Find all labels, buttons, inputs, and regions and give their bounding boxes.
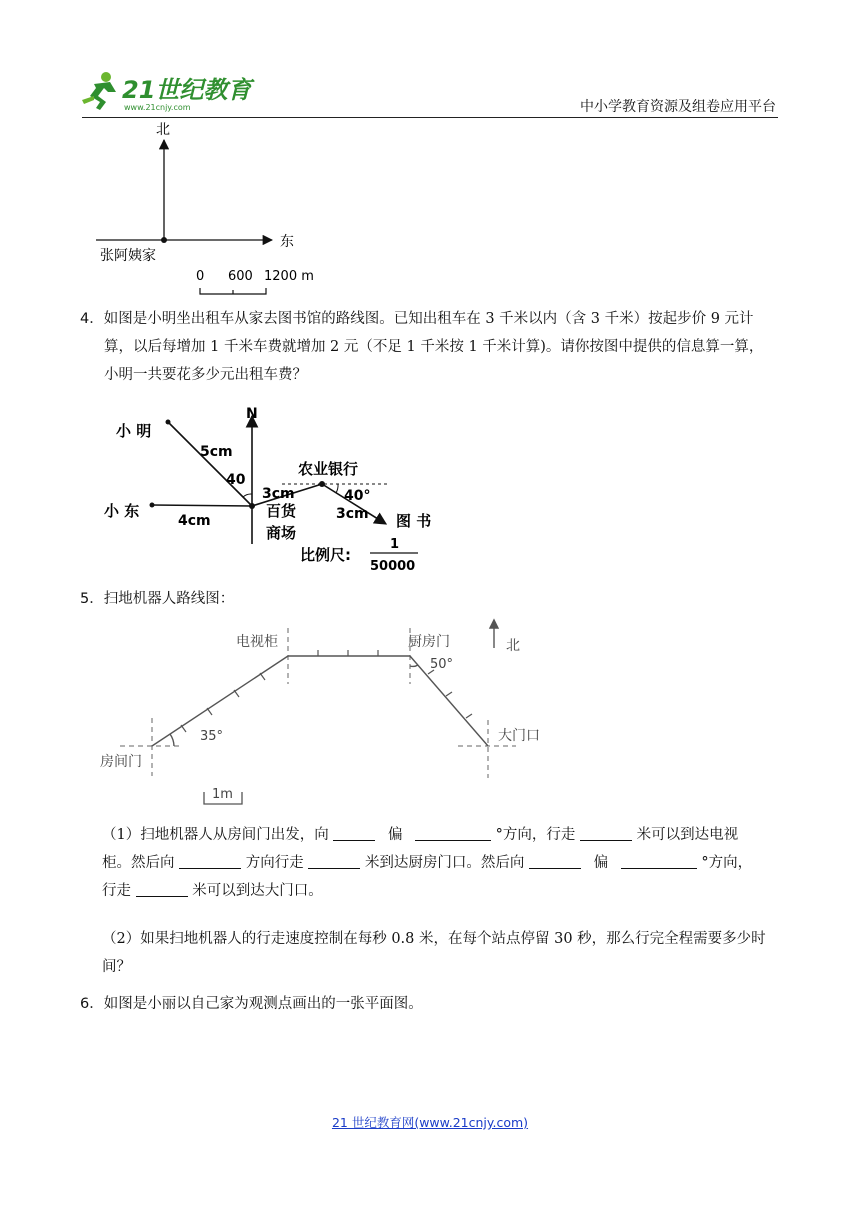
question-4 [80,305,790,389]
bank-label: 农业银行 [298,460,359,478]
north-label-q5: 北 [506,638,520,654]
answer-blank[interactable] [529,854,581,869]
tv-label: 电视柜 [236,634,278,650]
north-label: 北 [156,122,170,138]
kitchen-label: 厨房门 [408,634,450,650]
fig3-compass [96,118,326,298]
q6-text: 如图是小丽以自己家为观测点画出的一张平面图。 [103,996,423,1012]
fig5-robot-route [96,618,566,814]
angle-40: 40 [226,472,246,488]
xiaoming-label: 小 明 [116,422,152,440]
scale-denominator: 50000 [370,559,416,574]
dist-5cm: 5cm [200,444,233,460]
answer-blank[interactable] [136,882,188,897]
angle-50: 50° [430,657,454,672]
runner-icon [82,72,116,110]
platform-name: 中小学教育资源及组卷应用平台 [580,99,776,115]
answer-blank[interactable] [179,854,241,869]
home-label: 张阿姨家 [100,248,156,264]
question-number: 5． [80,591,104,607]
logo-url: www.21cnjy.com [124,103,191,112]
question-6 [80,990,790,1018]
scale-numerator: 1 [390,537,400,552]
question-number: 4． [80,311,104,327]
q5-part-2 [102,925,792,981]
gate-label: 大门口 [498,728,540,744]
question-5-title [80,585,790,613]
mall-label-1: 百货 [266,502,297,520]
mall-label-2: 商场 [266,524,297,542]
q4-line-2: 算，以后每增加 1 千米车费就增加 2 元（不足 1 千米按 1 千米计算)。请你按图中提供的信息算一算， [104,339,764,355]
angle-35: 35° [200,729,224,744]
scale-600: 600 [228,269,253,284]
answer-blank[interactable] [415,826,491,841]
east-label: 东 [280,234,294,250]
answer-blank[interactable] [333,826,375,841]
question-number: 6． [80,996,104,1012]
answer-blank[interactable] [308,854,360,869]
q5-title: 扫地机器人路线图： [103,591,235,607]
q5-part-1: （1）扫地机器人从房间门出发，向 偏 °方向，行走 米可以到达电视 柜。然后向 方向行走 米到达厨房门口。然后向 偏 °方向， 行走 米可以到达大门口。 [102,827,753,899]
xiaodong-label: 小 东 [104,502,140,520]
scale-1m: 1m [212,787,233,802]
scale-label: 比例尺: [300,546,351,564]
logo-text: 21世纪教育 [122,76,252,104]
scale-0: 0 [196,269,205,284]
dist-3cm-b: 3cm [336,506,369,522]
scale-1200: 1200 m [264,269,314,284]
q5-part-2-line-1: （2）如果扫地机器人的行走速度控制在每秒 0.8 米，在每个站点停留 30 秒，那么行完全程需要多少时 [102,931,766,947]
room-label: 房间门 [100,754,142,770]
answer-blank[interactable] [580,826,632,841]
brand-logo [80,68,260,116]
footer-link[interactable]: 21 世纪教育网(www.21cnjy.com) [331,1115,529,1130]
angle-40-deg: 40° [344,488,371,504]
q4-line-3: 小明一共要花多少元出租车费？ [104,367,307,383]
fig4-taxi-route [100,404,460,576]
dist-4cm: 4cm [178,513,211,529]
north-n-label: N [246,406,258,422]
library-label: 图 书 [396,512,432,530]
answer-blank[interactable] [621,854,697,869]
dist-3cm-a: 3cm [262,486,295,502]
q5-part-2-line-2: 间？ [102,959,131,975]
q4-line-1: 如图是小明坐出租车从家去图书馆的路线图。已知出租车在 3 千米以内（含 3 千米）按起步价 9 元计 [103,311,754,327]
footer [0,1113,860,1131]
